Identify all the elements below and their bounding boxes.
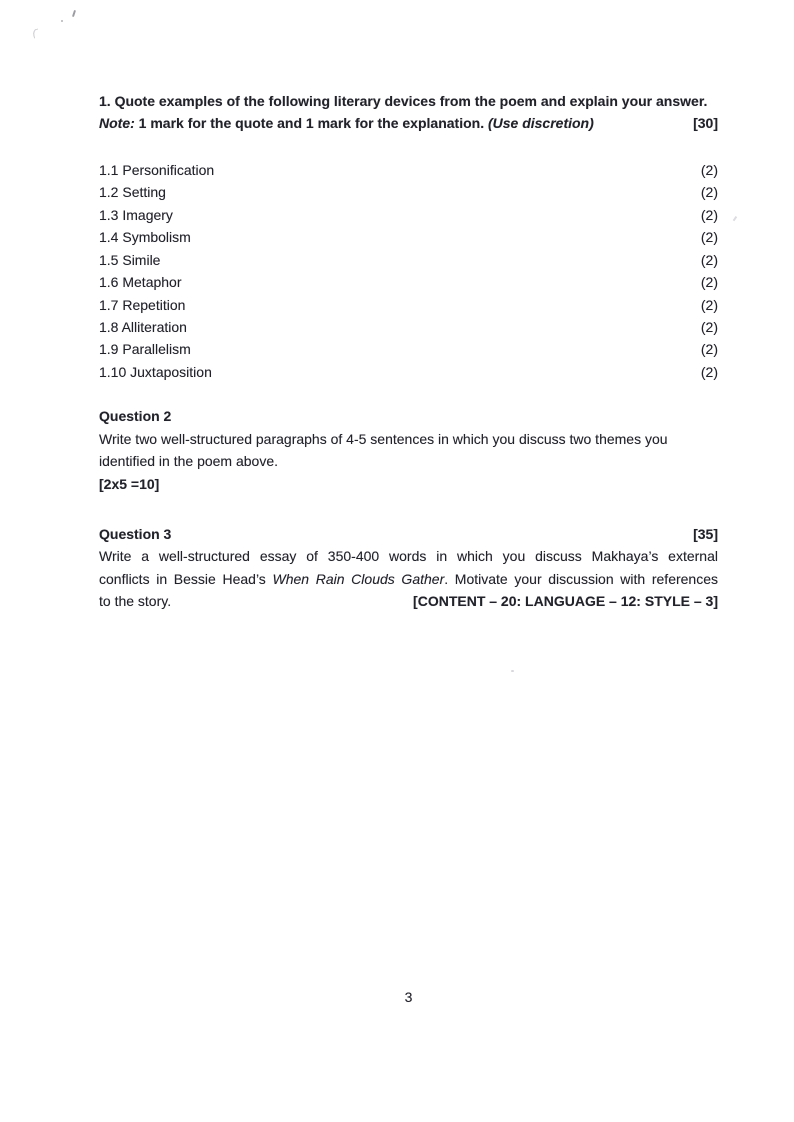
literary-device-row (99, 316, 718, 338)
question1-note (99, 112, 594, 134)
page-number: 3 (404, 989, 413, 1005)
device-label: 1.10 Juxtaposition (99, 363, 212, 380)
device-marks: (2) (700, 296, 718, 313)
device-label: 1.9 Parallelism (99, 341, 191, 358)
literary-device-row (99, 226, 718, 248)
note-text: 1 mark for the quote and 1 mark for the explanation. (138, 115, 485, 132)
device-marks: (2) (700, 363, 718, 380)
device-label: 1.3 Imagery (99, 206, 173, 223)
device-label: 1.5 Simile (99, 251, 161, 268)
literary-device-row (99, 271, 718, 293)
question2-heading: Question 2 (99, 408, 172, 425)
device-marks: (2) (700, 274, 718, 291)
device-marks: (2) (700, 318, 718, 335)
question1-total-marks: [30] (693, 115, 718, 132)
scan-artifact-slash (733, 216, 737, 221)
device-marks: (2) (700, 229, 718, 246)
question3-last-line (99, 590, 718, 612)
device-marks: (2) (700, 161, 718, 178)
scan-artifact-dot (511, 670, 514, 672)
literary-device-list (99, 159, 718, 384)
device-marks: (2) (700, 251, 718, 268)
device-label: 1.4 Symbolism (99, 229, 191, 246)
literary-device-row (99, 181, 718, 203)
question3-body-line2 (99, 568, 718, 590)
question2-body-line2: identified in the poem above. (99, 453, 279, 470)
device-marks: (2) (700, 341, 718, 358)
question1-title: 1. Quote examples of the following literary devices from the poem and explain your answer. (99, 93, 708, 109)
question3-body-line2-suffix: . Motivate your discussion with references (444, 570, 719, 587)
device-label: 1.7 Repetition (99, 296, 186, 313)
question3-body-line1: Write a well-structured essay of 350-400 words in which you discuss Makhaya’s external (99, 548, 718, 565)
question2-block (99, 405, 718, 495)
device-label: 1.6 Metaphor (99, 274, 182, 291)
question3-marks-breakdown: [CONTENT – 20: LANGUAGE – 12: STYLE – 3] (413, 593, 718, 610)
question3-block (99, 523, 718, 613)
device-marks: (2) (700, 206, 718, 223)
device-label: 1.2 Setting (99, 184, 166, 201)
book-title: When Rain Clouds Gather (272, 570, 445, 587)
note-label: Note: (99, 115, 135, 132)
device-marks: (2) (700, 184, 718, 201)
question3-heading-line (99, 523, 718, 545)
literary-device-row (99, 249, 718, 271)
question2-body-line1: Write two well-structured paragraphs of 4-5 sentences in which you discuss two themes you (99, 430, 668, 447)
question3-total-marks: [35] (693, 525, 718, 542)
scan-artifact-dot (61, 20, 63, 22)
question2-marks: [2x5 =10] (99, 475, 160, 492)
literary-device-row (99, 204, 718, 226)
literary-device-row (99, 294, 718, 316)
scan-artifact-tick (72, 10, 76, 17)
question3-heading: Question 3 (99, 525, 172, 542)
device-label: 1.8 Alliteration (99, 318, 187, 335)
note-parenthetical: (Use discretion) (487, 115, 594, 132)
device-label: 1.1 Personification (99, 161, 215, 178)
literary-device-row (99, 338, 718, 360)
literary-device-row (99, 361, 718, 383)
scan-artifact-curl (32, 28, 40, 38)
exam-content (99, 90, 718, 613)
literary-device-row (99, 159, 718, 181)
question3-body-line2-prefix: conflicts in Bessie Head’s (99, 570, 266, 587)
question3-body-line3: to the story. (99, 593, 172, 610)
question1-note-line (99, 112, 718, 134)
